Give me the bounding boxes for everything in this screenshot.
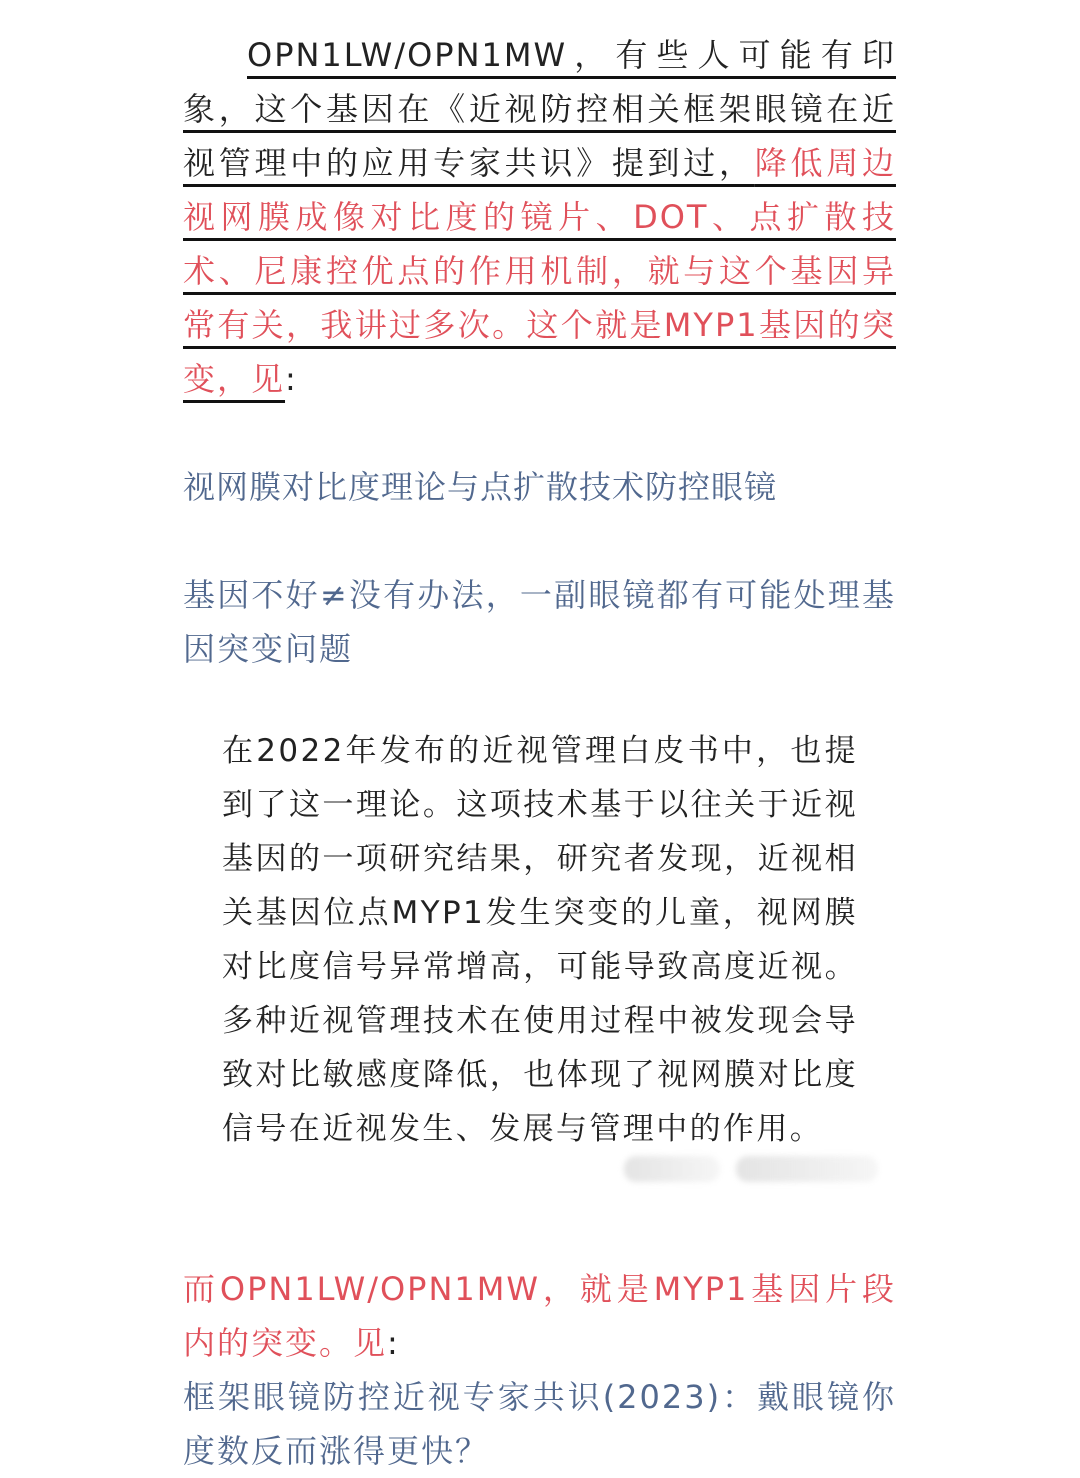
intro-colon: : (285, 360, 298, 398)
intro-paragraph (183, 28, 896, 406)
article-link-retina-contrast[interactable]: 视网膜对比度理论与点扩散技术防控眼镜 (183, 468, 778, 506)
closing-paragraph (183, 1262, 896, 1370)
article-link-gene-glasses[interactable]: 基因不好≠没有办法，一副眼镜都有可能处理基因突变问题 (183, 576, 896, 668)
watermark-blur-left (624, 1156, 720, 1182)
quoted-whitepaper-text: 在2022年发布的近视管理白皮书中，也提到了这一理论。这项技术基于以往关于近视基因的一项研究结果，研究者发现，近视相关基因位点MYP1发生突变的儿童，视网膜对比度信号异常增高，可能导致高度近视。多种近视管理技术在使用过程中被发现会导致对比敏感度降低，也体现了视网膜对比度信号在近视发生、发展与管理中的作用。 (222, 733, 858, 1147)
closing-red-text: 而OPN1LW/OPN1MW，就是MYP1基因片段内的突变。见 (183, 1270, 896, 1362)
intro-black-text: OPN1LW/OPN1MW，有些人可能有印象，这个基因在《近视防控相关框架眼镜在近视管理中的应用专家共识》提到过， (183, 36, 896, 182)
intro-red-highlight: 降低周边视网膜成像对比度的镜片、DOT、点扩散技术、尼康控优点的作用机制，就与这个基因异常有关，我讲过多次。这个就是MYP1基因的突变，见 (183, 144, 896, 398)
watermark-blur-right (736, 1156, 878, 1182)
intro-underlined-text (183, 36, 896, 398)
closing-colon: : (387, 1324, 400, 1362)
article-link-expert-consensus[interactable]: 框架眼镜防控近视专家共识(2023)：戴眼镜你度数反而涨得更快？ (183, 1378, 896, 1470)
